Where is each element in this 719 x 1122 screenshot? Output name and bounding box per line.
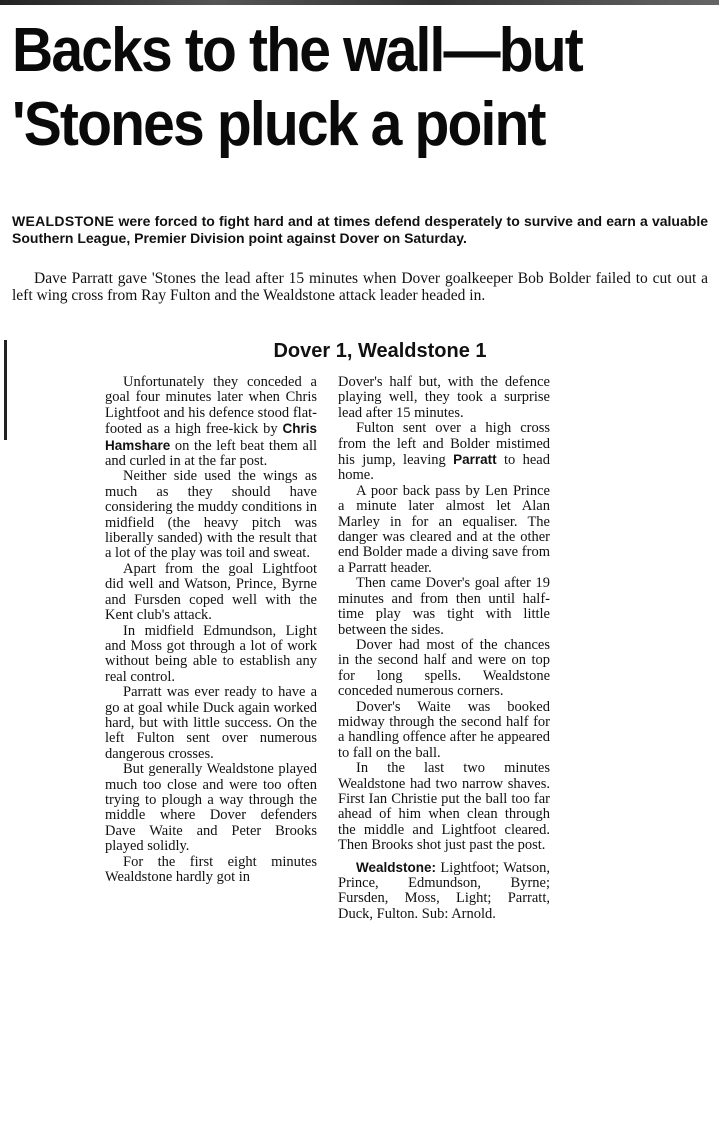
standfirst-text: were forced to fight hard and at times defend desperately to survive and earn a valuable Southern League, Premier Division point against Dover on Saturday.: [12, 213, 708, 246]
column-paragraph: Dover's half but, with the defence playing well, they took a surprise lead after 15 minutes.: [338, 374, 550, 421]
column-paragraph: But generally Wealdstone played much too close and were too often trying to plough a way through the middle where Dover defenders Dave Waite and Peter Brooks played solidly.: [105, 761, 317, 855]
top-border-rule: [0, 0, 719, 5]
paragraph-text: Unfortunately they conceded a goal four minutes later when Chris Lightfoot and his defence stood flat-footed as a high free-kick by: [105, 374, 317, 438]
column-paragraph: In the last two minutes Wealdstone had two narrow shaves. First Ian Christie put the ball too far ahead of him when clean through the middle and Lightfoot cleared. Then Brooks shot just past the post.: [338, 760, 550, 854]
column-paragraph: Apart from the goal Lightfoot did well and Watson, Prince, Byrne and Fursden coped well with the Kent club's attack.: [105, 560, 317, 624]
team-list: Lightfoot; Watson, Prince, Edmundson, Byrne; Fursden, Moss, Light; Parratt, Duck, Fulton. Sub: Arnold.: [338, 859, 550, 922]
player-name-bold: Parratt: [453, 452, 497, 468]
column-paragraph: Dover had most of the chances in the second half and were on top for long spells. Wealdstone conceded numerous corners.: [338, 636, 550, 700]
article-column-right: [338, 375, 550, 922]
column-paragraph: For the first eight minutes Wealdstone hardly got in: [105, 853, 317, 885]
column-paragraph: Then came Dover's goal after 19 minutes and from then until half-time play was tight with little between the sides.: [338, 575, 550, 638]
column-paragraph: [105, 375, 317, 469]
standfirst: [12, 213, 708, 247]
headline-line-1: Backs to the wall—but: [12, 16, 582, 85]
team-lineup: [338, 860, 550, 923]
match-result: Dover 1, Wealdstone 1: [273, 340, 487, 362]
column-paragraph: Dover's Waite was booked midway through the second half for a handling offence after he appeared to fall on the ball.: [338, 698, 550, 761]
column-paragraph: Neither side used the wings as much as they should have considering the muddy conditions in midfield (the heavy pitch was liberally sanded) with the result that a lot of the play was toil and sweat.: [105, 468, 317, 562]
player-name-bold: Chris Hamshare: [105, 421, 317, 453]
team-label: Wealdstone:: [356, 859, 437, 875]
paragraph-text: to head home.: [338, 452, 550, 484]
column-paragraph: [338, 421, 550, 484]
paragraph-text: Fulton sent over a high cross from the left and Bolder mistimed his jump, leaving: [338, 420, 550, 469]
column-paragraph: A poor back pass by Len Prince a minute later almost let Alan Marley in for an equaliser. The danger was cleared and at the other end Bolder made a diving save from a Parratt header.: [338, 482, 550, 576]
headline-line-2: 'Stones pluck a point: [12, 90, 545, 159]
side-rule: [4, 340, 7, 440]
headline: [12, 14, 656, 162]
column-paragraph: In midfield Edmundson, Light and Moss got through a lot of work without being able to establish any real control.: [105, 622, 317, 685]
article-column-left: [105, 375, 317, 885]
column-paragraph: Parratt was ever ready to have a go at goal while Duck again worked hard, but with little success. On the left Fulton sent over numerous dangerous crosses.: [105, 684, 317, 762]
intro-paragraph: Dave Parratt gave 'Stones the lead after 15 minutes when Dover goalkeeper Bob Bolder failed to cut out a left wing cross from Ray Fulton and the Wealdstone attack leader headed in.: [12, 270, 708, 304]
standfirst-lead: WEALDSTONE: [12, 213, 115, 229]
paragraph-text: on the left beat them all and curled in at the far post.: [105, 437, 317, 470]
